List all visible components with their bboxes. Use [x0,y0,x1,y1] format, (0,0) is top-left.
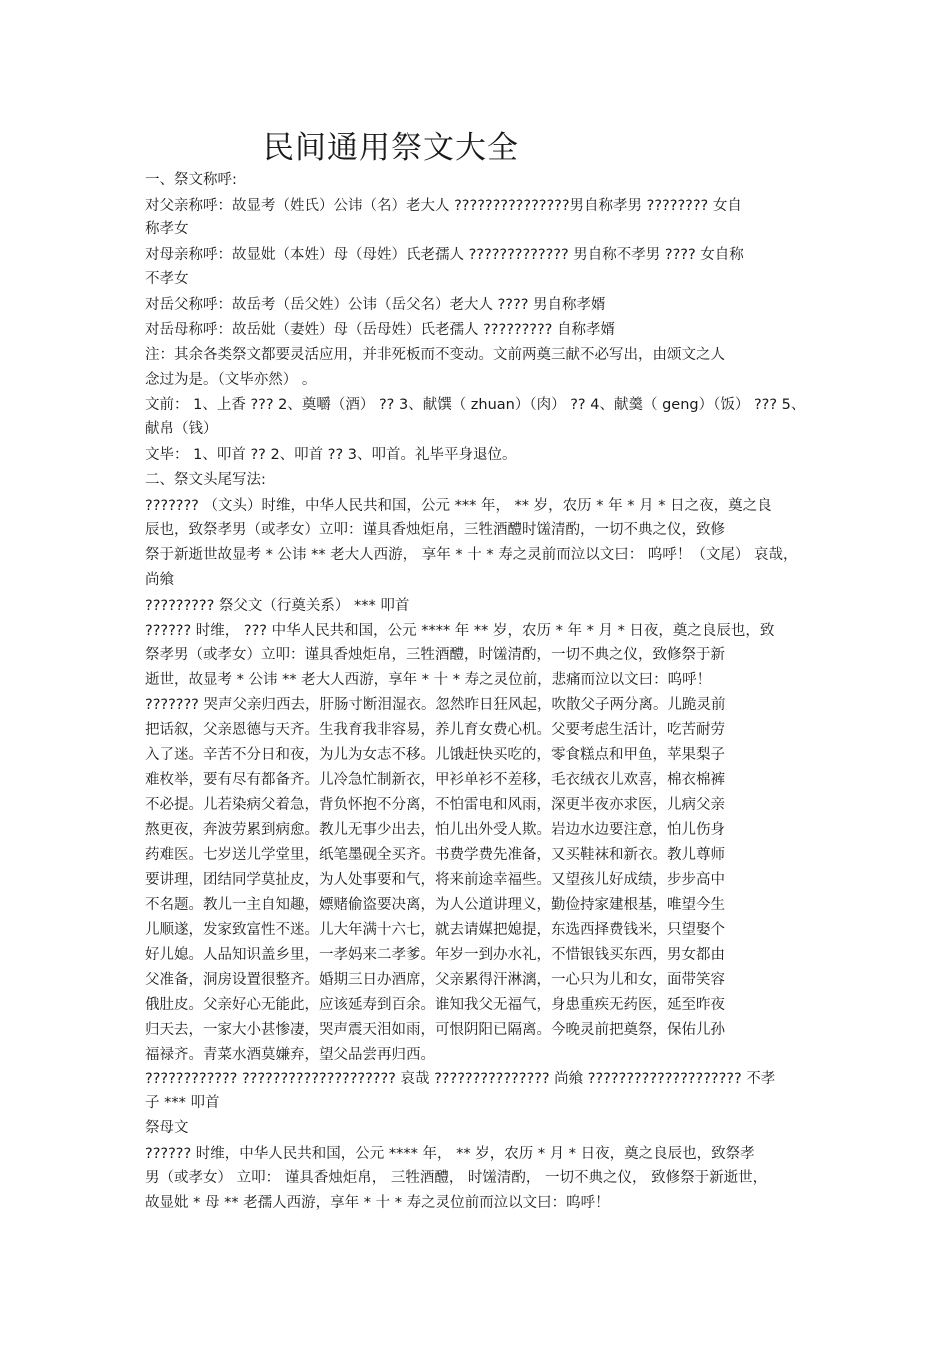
text-line: 注：其余各类祭文都要灵活应用，并非死板而不变动。文前两奠三献不必写出，由颂文之人 [145,347,725,363]
text-line: 把话叙，父亲恩德与天齐。生我育我非容易，养儿育女费心机。父要考虑生活计，吃苦耐劳 [145,722,725,738]
text-line: 不必提。儿若染病父着急，背负怀抱不分离，不怕雷电和风雨，深更半夜亦求医，儿病父亲 [145,797,725,813]
text-line: 祭孝男（或孝女）立叩：谨具香烛炬帛，三牲酒醴，时馐清酌，一切不典之仪，致修祭于新 [145,647,725,663]
text-line: ???????????? ???????????????????? 哀哉 ??????????????? 尚飨 ???????????????????? 不孝 [145,1071,776,1087]
text-line: ?????? 时维，中华人民共和国，公元 **** 年， ** 岁，农历 * 月 * 日夜，奠之良辰也，致祭孝 [145,1146,755,1162]
text-line: ?????? 时维， ??? 中华人民共和国，公元 **** 年 ** 岁，农历 * 年 * 月 * 日夜，奠之良辰也，致 [145,623,775,639]
text-line: ??????? 哭声父亲归西去，肝肠寸断泪湿衣。忽然昨日狂风起，吹散父子两分离。儿跪灵前 [145,697,726,713]
subheading-father: ????????? 祭父文（行奠关系） *** 叩首 [145,598,410,614]
text-line: 对岳父称呼：故岳考（岳父姓）公讳（岳父名）老大人 ???? 男自称孝婿 [145,297,606,313]
text-line: 男（或孝女） 立叩： 谨具香烛炬帛， 三牲酒醴， 时馐清酌， 一切不典之仪， 致修祭于新逝世， [145,1170,768,1186]
text-line: 归天去，一家大小甚惨凄，哭声震天泪如雨，可恨阴阳已隔离。今晚灵前把奠祭，保佑儿孙 [145,1022,725,1038]
text-line: 对母亲称呼：故显妣（本姓）母（母姓）氏老孺人 ????????????? 男自称不孝男 ???? 女自称 [145,247,744,263]
text-line: 难枚举，要有尽有都备齐。儿冷急忙制新衣，甲衫单衫不差移，毛衣绒衣儿欢喜，棉衣棉裤 [145,772,725,788]
text-line: 药难医。七岁送儿学堂里，纸笔墨砚全买齐。书费学费先准备，又买鞋袜和新衣。教儿尊师 [145,847,725,863]
section-heading-salutation: 一、祭文称呼: [145,172,237,188]
document-title: 民间通用祭文大全 [263,130,519,166]
subheading-mother: 祭母文 [145,1120,189,1136]
text-line: 儿顺遂，发家致富性不迷。儿大年满十六七，就去请媒把媳提，东选西择费钱米，只望娶个 [145,922,725,938]
text-line: 逝世，故显考 * 公讳 ** 老大人西游，享年 * 十 * 寿之灵位前，悲痛而泣以文曰：呜呼！ [145,672,712,688]
text-line: 尚飨 [145,572,174,588]
text-line: 对岳母称呼：故岳妣（妻姓）母（岳母姓）氏老孺人 ????????? 自称孝婿 [145,322,615,338]
text-line: 不名题。教儿一主自知趣，嫖赌偷盗要决离，为人公道讲理义，勤俭持家建根基，唯望今生 [145,897,725,913]
text-line: 献帛（钱） [145,421,218,437]
text-line: 祭于新逝世故显考 * 公讳 ** 老大人西游， 享年 * 十 * 寿之灵前而泣以文曰： 呜呼！（文尾） 哀哉， [145,547,798,563]
text-line: 熬更夜，奔波劳累到病愈。教儿无事少出去，怕儿出外受人欺。岩边水边要注意，怕儿伤身 [145,822,725,838]
text-line: 入了迷。辛苦不分日和夜，为儿为女志不移。儿饿赶快买吃的，零食糕点和甲鱼，苹果梨子 [145,747,725,763]
text-line: 子 *** 叩首 [145,1095,220,1111]
text-line: 辰也，致祭孝男（或孝女）立叩：谨具香烛炬帛，三牲酒醴时馐清酌，一切不典之仪，致修 [145,522,725,538]
text-line: 父准备，洞房设置很整齐。婚期三日办酒席，父亲累得汗淋漓，一心只为儿和女，面带笑容 [145,972,725,988]
text-line: 要讲理，团结同学莫扯皮，为人处事要和气，将来前途幸福些。又望孩儿好成绩，步步高中 [145,872,725,888]
text-line: 文毕： 1、叩首 ?? 2、叩首 ?? 3、叩首。礼毕平身退位。 [145,447,517,463]
text-line: 俄肚皮。父亲好心无能此，应该延寿到百余。谁知我父无福气，身患重疾无药医，延至昨夜 [145,997,725,1013]
text-line: 称孝女 [145,221,189,237]
text-line: 福禄齐。青菜水酒莫嫌弃，望父品尝再归西。 [145,1047,435,1063]
text-line: 好儿媳。人品知识盖乡里，一孝妈来二孝爹。年岁一到办水礼，不惜银钱买东西，男女都由 [145,947,725,963]
text-line: 故显妣 * 母 ** 老孺人西游，享年 * 十 * 寿之灵位前而泣以文曰：呜呼！ [145,1195,610,1211]
text-line: 对父亲称呼：故显考（姓氏）公讳（名）老大人 ???????????????男自称孝男 ???????? 女自 [145,198,742,214]
text-line: 念过为是。（文毕亦然） 。 [145,372,317,388]
text-line: 文前： 1、上香 ??? 2、奠嚼（酒） ?? 3、献馔（ zhuan）（肉） ?? 4、献羹（ geng）（饭） ??? 5、 [145,397,806,413]
section-heading-format: 二、祭文头尾写法: [145,472,266,488]
text-line: ??????? （文头）时维，中华人民共和国，公元 *** 年， ** 岁，农历 * 年 * 月 * 日之夜，奠之良 [145,498,772,514]
text-line: 不孝女 [145,271,189,287]
